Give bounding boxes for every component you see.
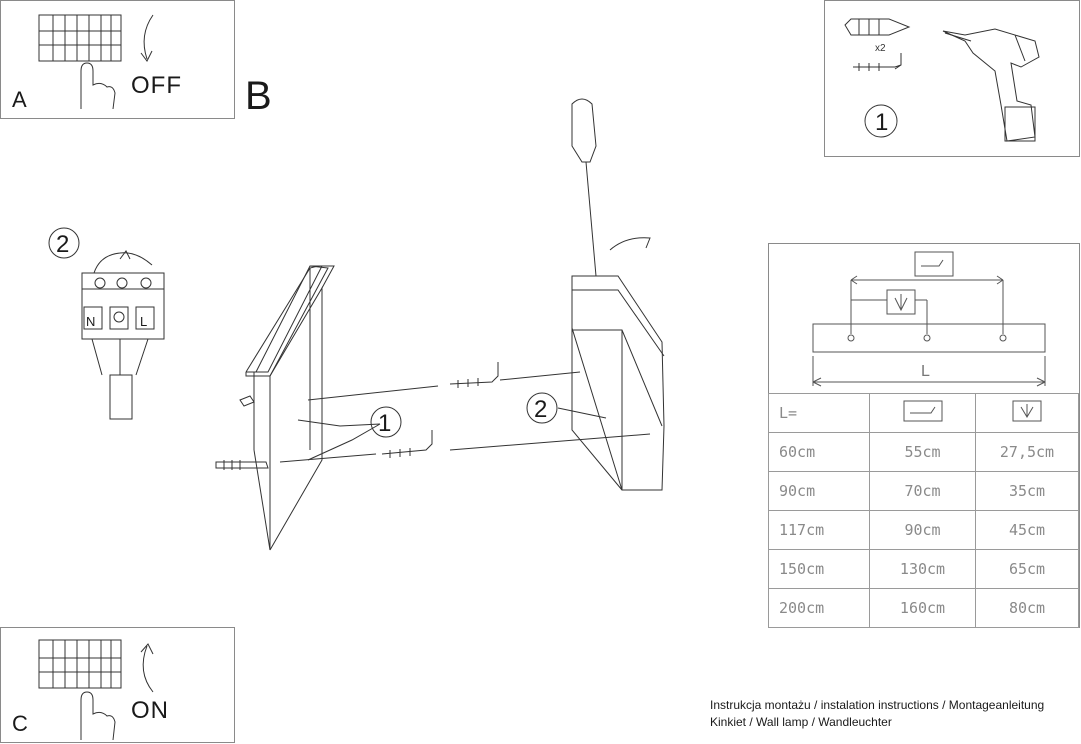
wall-lamp-assembly-drawing (210, 90, 730, 437)
table-cell: 90cm (769, 472, 870, 511)
table-cell: 55cm (870, 433, 976, 472)
assembly-callout-2: 2 (534, 396, 548, 423)
hook-screw-icon (903, 400, 943, 422)
anchor-icon (1012, 400, 1042, 422)
panel-a-letter: A (12, 87, 27, 112)
kit-step-number: 1 (875, 109, 889, 136)
table-cell: 117cm (769, 511, 870, 550)
panel-c-letter: C (12, 711, 28, 736)
terminal-n-label: N (86, 314, 96, 329)
terminal-l-label: L (140, 314, 148, 329)
wall-plug-icon (845, 19, 909, 35)
table-cell: 160cm (870, 589, 976, 628)
table-cell: 150cm (769, 550, 870, 589)
table-header-screw-spacing (870, 394, 976, 433)
table-row (769, 472, 1079, 511)
table-header-row (769, 394, 1079, 433)
footer-line-2: Kinkiet / Wall lamp / Wandleuchter (710, 715, 892, 729)
on-label: ON (131, 697, 169, 724)
kit-drill-illustration (825, 1, 1081, 158)
table-cell: 80cm (976, 589, 1079, 628)
length-spacing-table (768, 393, 1079, 628)
table-cell: 60cm (769, 433, 870, 472)
table-cell: 90cm (870, 511, 976, 550)
table-row (769, 433, 1079, 472)
anchor-small-icon (895, 294, 907, 310)
table-header-length: L= (769, 394, 870, 433)
off-label: OFF (131, 72, 182, 99)
screwdriver (572, 99, 596, 162)
hook-screw-icon (853, 53, 901, 69)
table-header-anchor-spacing (976, 394, 1079, 433)
panel-b-letter: B (245, 74, 272, 118)
power-drill-icon (943, 29, 1039, 141)
table-cell: 200cm (769, 589, 870, 628)
footer-caption (710, 697, 1044, 731)
dimension-diagram (769, 244, 1081, 394)
table-row (769, 550, 1079, 589)
panel-kit-and-drill (824, 0, 1080, 157)
length-label: L (921, 363, 930, 380)
quantity-label: x2 (875, 43, 886, 54)
wiring-terminal-illustration (40, 225, 180, 425)
wiring-step-number: 2 (56, 231, 70, 258)
hook-screw-small-icon (921, 260, 943, 266)
panel-c-switch-on (0, 627, 235, 743)
table-cell: 27,5cm (976, 433, 1079, 472)
circuit-breaker-on-illustration (1, 628, 236, 744)
table-cell: 70cm (870, 472, 976, 511)
table-cell: 45cm (976, 511, 1079, 550)
assembly-callout-1: 1 (378, 410, 392, 437)
circuit-breaker-off-illustration (1, 1, 236, 120)
table-cell: 65cm (976, 550, 1079, 589)
screw-left-upper (240, 396, 254, 406)
table-row (769, 511, 1079, 550)
table-row (769, 589, 1079, 628)
table-cell: 130cm (870, 550, 976, 589)
footer-line-1: Instrukcja montażu / instalation instructions / Montageanleitung (710, 698, 1045, 712)
lamp-body (572, 276, 664, 490)
panel-a-switch-off (0, 0, 235, 119)
hook-screw-upper (450, 362, 498, 384)
table-cell: 35cm (976, 472, 1079, 511)
